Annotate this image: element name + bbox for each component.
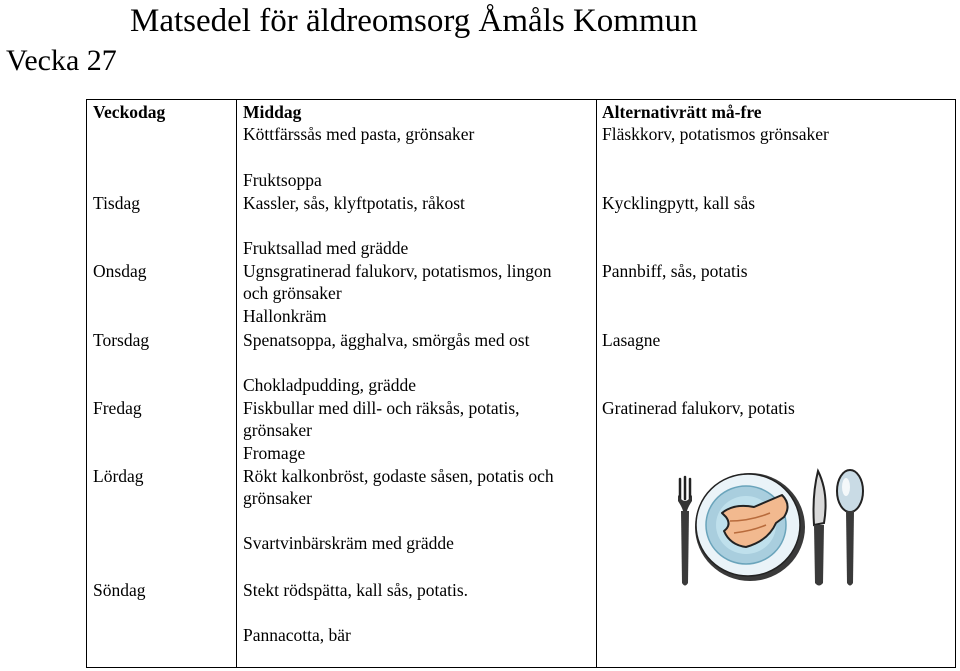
monday-alt: Fläskkorv, potatismos grönsaker (602, 124, 829, 144)
saturday-dessert: Svartvinbärskräm med grädde (243, 533, 454, 553)
tuesday-alt: Kycklingpytt, kall sås (602, 193, 756, 213)
page-title: Matsedel för äldreomsorg Åmåls Kommun (130, 3, 698, 39)
column-divider (236, 100, 237, 667)
thursday-dessert: Chokladpudding, grädde (243, 375, 417, 395)
day-saturday: Lördag (93, 466, 144, 486)
week-label: Vecka 27 (6, 44, 117, 77)
wednesday-dessert: Hallonkräm (243, 306, 327, 326)
day-thursday: Torsdag (93, 330, 150, 350)
monday-main: Köttfärssås med pasta, grönsaker (243, 124, 475, 144)
knife-icon (814, 471, 826, 586)
sunday-dessert: Pannacotta, bär (243, 625, 351, 645)
friday-main-cont: grönsaker (243, 420, 313, 440)
friday-dessert: Fromage (243, 443, 306, 463)
saturday-main: Rökt kalkonbröst, godaste såsen, potatis och (243, 466, 554, 486)
header-main: Middag (243, 102, 302, 122)
day-sunday: Söndag (93, 580, 146, 600)
day-friday: Fredag (93, 398, 142, 418)
header-day: Veckodag (93, 102, 166, 122)
friday-main: Fiskbullar med dill- och räksås, potatis, (243, 398, 520, 418)
thursday-alt: Lasagne (602, 330, 661, 350)
saturday-main-cont: grönsaker (243, 488, 313, 508)
day-tuesday: Tisdag (93, 193, 141, 213)
tuesday-main: Kassler, sås, klyftpotatis, råkost (243, 193, 465, 213)
plate-cutlery-illustration (664, 465, 874, 590)
wednesday-main: Ugnsgratinerad falukorv, potatismos, lingon (243, 261, 552, 281)
wednesday-alt: Pannbiff, sås, potatis (602, 261, 748, 281)
tuesday-dessert: Fruktsallad med grädde (243, 238, 409, 258)
fork-icon (678, 477, 692, 586)
header-alt: Alternativrätt må-fre (602, 102, 762, 122)
thursday-main: Spenatsoppa, ägghalva, smörgås med ost (243, 330, 530, 350)
wednesday-main-cont: och grönsaker (243, 283, 342, 303)
day-wednesday: Onsdag (93, 261, 147, 281)
friday-alt: Gratinerad falukorv, potatis (602, 398, 795, 418)
column-divider (596, 100, 597, 667)
monday-dessert: Fruktsoppa (243, 170, 322, 190)
spoon-icon (837, 470, 863, 586)
sunday-main: Stekt rödspätta, kall sås, potatis. (243, 580, 469, 600)
